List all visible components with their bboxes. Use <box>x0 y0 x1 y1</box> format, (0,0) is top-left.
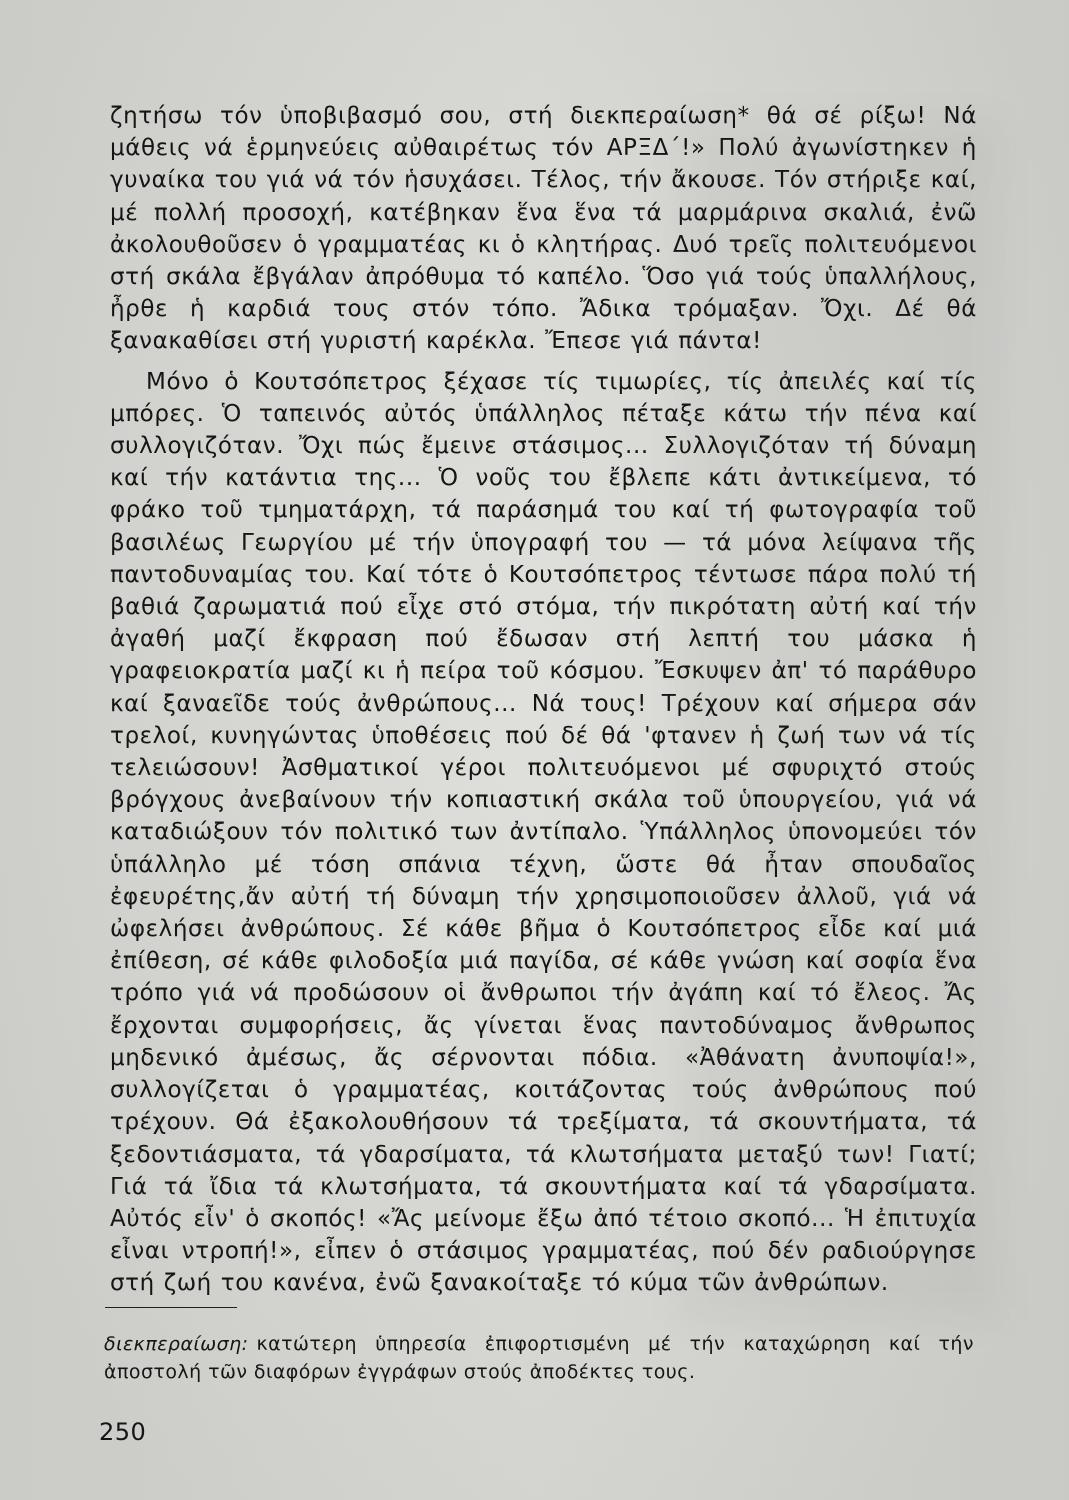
footnote-divider <box>105 1307 237 1308</box>
footnote-term: διεκπεραίωση: <box>104 1333 249 1355</box>
paragraph-1: ζητήσω τόν ὑποβιβασμό σου, στή διεκπεραίωση* θά σέ ρίξω! Νά μάθεις νά ἑρμηνεύεις αὐθαιρέτως τόν ΑΡΞΔ΄!» Πολύ ἀγωνίστηκεν ἡ γυναίκα του γιά νά τόν ἡσυχάσει. Τέλος, τήν ἄκουσε. Τόν στήριξε καί, μέ πολλή προσοχή, κατέβηκαν ἕνα ἕνα τά μαρμάρινα σκαλιά, ἐνῶ ἀκολουθοῦσεν ὁ γραμματέας κι ὁ κλητήρας. Δυό τρεῖς πολιτευόμενοι στή σκάλα ἔβγάλαν ἀπρόθυμα τό καπέλο. Ὅσο γιά τούς ὑπαλλήλους, ἦρθε ἡ καρδιά τους στόν τόπο. Ἄδικα τρόμαξαν. Ὄχι. Δέ θά ξανακαθίσει στή γυριστή καρέκλα. Ἔπεσε γιά πάντα! <box>110 103 977 355</box>
paragraph-2: Μόνο ὁ Κουτσόπετρος ξέχασε τίς τιμωρίες, τίς ἀπειλές καί τίς μπόρες. Ὁ ταπεινός αὐτός ὑπάλληλος πέταξε κάτω τήν πένα καί συλλογιζόταν. Ὄχι πώς ἔμεινε στάσιμος... Συλλογιζόταν τή δύναμη καί τήν κατάντια της... Ὁ νοῦς του ἔβλεπε κάτι ἀντικείμενα, τό φράκο τοῦ τμηματάρχη, τά παράσημά του καί τή φωτογραφία τοῦ βασιλέως Γεωργίου μέ τήν ὑπογραφή του — τά μόνα λείψανα τῆς παντοδυναμίας του. Καί τότε ὁ Κουτσόπετρος τέντωσε πάρα πολύ τή βαθιά ζαρωματιά πού εἶχε στό στόμα, τήν πικρότατη αὐτή καί τήν ἀγαθή μαζί ἔκφραση πού ἔδωσαν στή λεπτή του μάσκα ἡ γραφειοκρατία μαζί κι ἡ πείρα τοῦ κόσμου. Ἔσκυψεν ἀπ' τό παράθυρο καί ξαναεῖδε τούς ἀνθρώπους... Νά τους! Τρέχουν καί σήμερα σάν τρελοί, κυνηγώντας ὑποθέσεις πού δέ θά 'φτανεν ἡ ζωή των νά τίς τελειώσουν! Ἀσθματικοί γέροι πολιτευόμενοι μέ σφυριχτό στούς βρόγχους ἀνεβαίνουν τήν κοπιαστική σκάλα τοῦ ὑπουργείου, γιά νά καταδιώξουν τόν πολιτικό των ἀντίπαλο. Ὑπάλληλος ὑπονομεύει τόν ὑπάλληλο μέ τόση σπάνια τέχνη, ὥστε θά ἦταν σπουδαῖος ἐφευρέτης,ἄν αὐτή τή δύναμη τήν χρησιμοποιοῦσεν ἀλλοῦ, γιά νά ὠφελήσει ἀνθρώπους. Σέ κάθε βῆμα ὁ Κουτσόπετρος εἶδε καί μιά ἐπίθεση, σέ κάθε φιλοδοξία μιά παγίδα, σέ κάθε γνώση καί σοφία ἕνα τρόπο γιά νά προδώσουν οἱ ἄνθρωποι τήν ἀγάπη καί τό ἔλεος. Ἄς ἔρχονται συμφορήσεις, ἄς γίνεται ἕνας παντοδύναμος ἄνθρωπος μηδενικό ἀμέσως, ἄς σέρνονται πόδια. «Ἀθάνατη ἀνυποψία!», συλλογίζεται ὁ γραμματέας, κοιτάζοντας τούς ἀνθρώπους πού τρέχουν. Θά ἐξακολουθήσουν τά τρεξίματα, τά σκουντήματα, τά ξεδοντιάσματα, τά γδαρσίματα, τά κλωτσήματα μεταξύ των! Γιατί; Γιά τά ἴδια τά κλωτσήματα, τά σκουντήματα καί τά γδαρσίματα. Αὐτός εἶν' ὁ σκοπός! «Ἄς μείνομε ἔξω ἀπό τέτοιο σκοπό... Ἡ ἐπιτυχία εἶναι ντροπή!», εἶπεν ὁ στάσιμος γραμματέας, πού δέν ραδιούργησε στή ζωή του κανένα, ἐνῶ ξανακοίταξε τό κύμα τῶν ἀνθρώπων. <box>110 368 977 1297</box>
footnote-definition: κατώτερη ὑπηρεσία ἐπιφορτισμένη μέ τήν καταχώρηση καί τήν ἀποστολή τῶν διαφόρων ἐγγράφων στούς ἀποδέκτες τους. <box>104 1333 974 1383</box>
page-number: 250 <box>99 1418 147 1446</box>
footnote <box>104 1330 974 1386</box>
main-text-block <box>110 100 977 1300</box>
